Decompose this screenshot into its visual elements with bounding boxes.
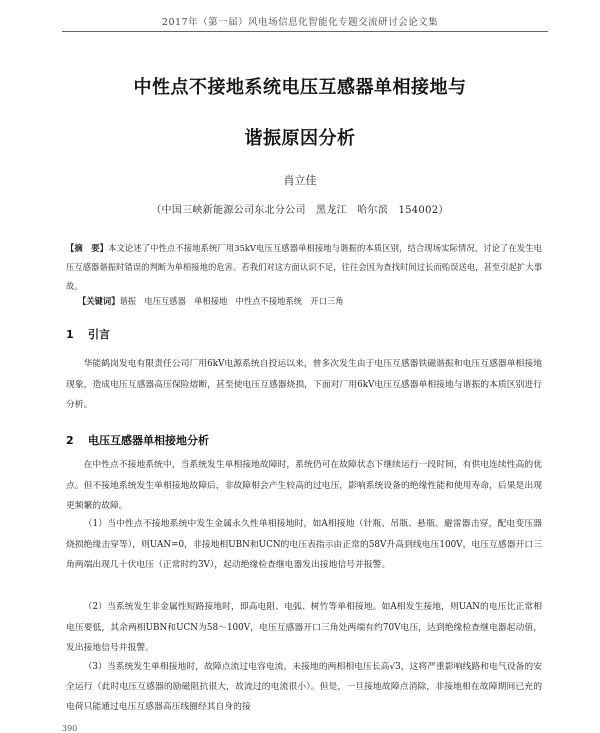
page-number: 390 <box>62 724 78 733</box>
section-number: 1 <box>66 328 74 341</box>
abstract-label: 【摘 要】 <box>66 243 109 253</box>
abstract-text: 本文论述了中性点不接地系统厂用35kV电压互感器单相接地与谐振的本质区别，结合现场实际情况，讨论了在发生电压互感器谐振时错误的判断为单相接地的危害。若我们对这方面认识不足，往往会因为查找时间过长而贻误送电，甚至引起扩大事故。 <box>66 243 542 291</box>
section-title: 引言 <box>88 328 110 341</box>
section-number: 2 <box>66 434 74 447</box>
abstract-block <box>66 239 542 296</box>
keywords-label: 【关键词】 <box>78 296 120 306</box>
paper-title-line-1: 中性点不接地系统电压互感器单相接地与 <box>133 77 467 98</box>
paper-title-line-2: 谐振原因分析 <box>244 128 356 149</box>
section-2-paragraph: （1）当中性点不接地系统中发生金属永久性单相接地时，如A相接地（针瓶、吊瓶、悬瓶、避雷器击穿，配电变压器烧损绝缘击穿等），则UAN=0，非接地相UBN和UCN的电压表指示由正常的58V升高到线电压100V，电压互感器开口三角两端出现几十伏电压（正常时约3V），起动绝缘检查继电器发出接地信号并报警。 <box>66 519 542 570</box>
header-rule <box>62 31 548 32</box>
running-header: 2017年（第一届）风电场信息化智能化专题交流研讨会论文集 <box>161 17 439 28</box>
section-2-paragraph: （2）当系统发生非金属性短路接地时，即高电阻、电弧、树竹等单相接地。如A相发生接地，则UAN的电压比正常相电压要低，其余两相UBN和UCN为58～100V，电压互感器开口三角处两端有约70V电压，达到绝缘检查继电器起动值，发出接地信号并报警。 <box>66 602 542 653</box>
author-affiliation: （中国三峡新能源公司东北分公司 黑龙江 哈尔滨 154002） <box>151 205 449 216</box>
keywords-block <box>78 294 542 308</box>
author-name: 肖立佳 <box>283 174 317 187</box>
section-1-heading <box>66 326 110 342</box>
section-2-paragraph: 在中性点不接地系统中，当系统发生单相接地故障时，系统仍可在故障状态下继续运行一段时间，有供电连续性高的优点。但不接地系统发生单相接地故障后，非故障相会产生较高的过电压，影响系统设备的绝缘性能和使用寿命，后果是出现更频繁的故障。 <box>66 460 542 511</box>
section-1-paragraph: 华能鹤岗发电有限责任公司厂用6kV电源系统自投运以来，曾多次发生由于电压互感器铁磁谐振和电压互感器单相接地现象，造成电压互感器高压保险熔断，甚至使电压互感器烧损，下面对厂用6kV电压互感器单相接地与谐振的本质区别进行分析。 <box>66 359 542 410</box>
section-2-paragraph: （3）当系统发生单相接地时，故障点流过电容电流，未接地的两相相电压长高√3，这将严重影响线路和电气设备的安全运行（此时电压互感器的励磁阻抗很大，故流过的电流很小）。但是，一旦接地故障点消除，非接地相在故障期间已充的电荷只能通过电压互感器高压线圈经其自身的接 <box>66 662 542 712</box>
section-title: 电压互感器单相接地分析 <box>88 434 209 447</box>
section-2-heading <box>66 432 209 448</box>
keywords-text: 谐振 电压互感器 单相接地 中性点不接地系统 开口三角 <box>119 296 344 306</box>
